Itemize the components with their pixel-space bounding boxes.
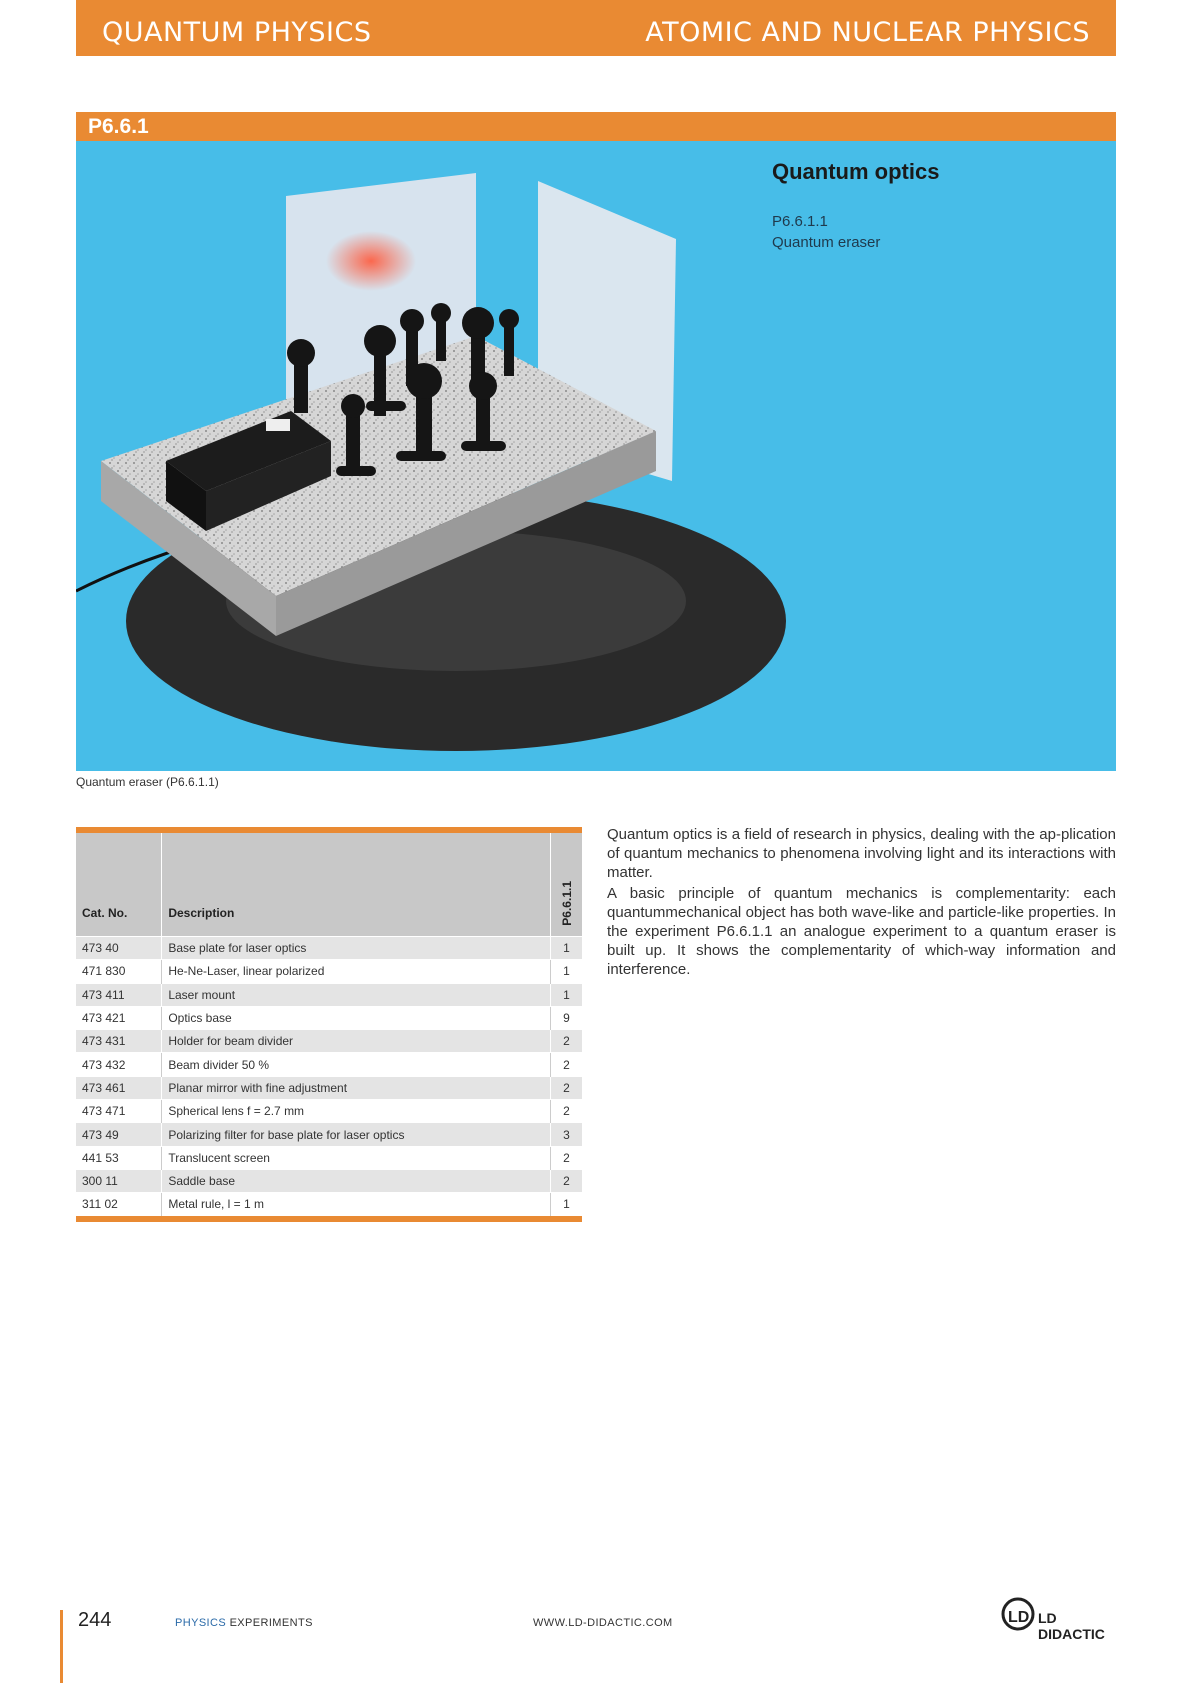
page-header-bar: [76, 0, 1116, 56]
description-cell: Spherical lens f = 2.7 mm: [162, 1100, 551, 1123]
cat-no-cell: 473 432: [76, 1053, 162, 1076]
description-cell: He-Ne-Laser, linear polarized: [162, 960, 551, 983]
table-row: [76, 1076, 582, 1099]
quantity-cell: 1: [550, 960, 582, 983]
description-cell: Optics base: [162, 1006, 551, 1029]
header-experiment: [550, 833, 582, 937]
quantity-cell: 2: [550, 1053, 582, 1076]
page-number: 244: [78, 1609, 112, 1631]
quantity-cell: 1: [550, 937, 582, 960]
table-bottom-rule: [76, 1216, 582, 1222]
cat-no-cell: 473 461: [76, 1076, 162, 1099]
equipment-table: [76, 827, 582, 1222]
table-row: [76, 1030, 582, 1053]
intro-paragraph-2: A basic principle of quantum mechanics is complementarity: each quantummechanical object has both wave-like and particle-like properties. In the experiment P6.6.1.1 an analogue experiment to a quantum eraser is built up. It shows the complementarity of which-way information and interference.: [607, 885, 1116, 978]
footer-url: WWW.LD-DIDACTIC.COM: [533, 1617, 673, 1629]
equipment-table-body: [76, 937, 582, 1216]
cat-no-cell: 473 431: [76, 1030, 162, 1053]
quantity-cell: 2: [550, 1030, 582, 1053]
quantity-cell: 2: [550, 1076, 582, 1099]
description-cell: Polarizing filter for base plate for laser optics: [162, 1123, 551, 1146]
experiment-illustration: [76, 141, 1116, 771]
table-row: [76, 1193, 582, 1216]
quantity-cell: 2: [550, 1100, 582, 1123]
photo-caption: Quantum eraser (P6.6.1.1): [76, 775, 219, 789]
table-row: [76, 1146, 582, 1169]
footer-brand: [175, 1617, 313, 1629]
logo-text: LD DIDACTIC: [1038, 1610, 1105, 1642]
description-cell: Base plate for laser optics: [162, 937, 551, 960]
quantity-cell: 1: [550, 1193, 582, 1216]
cat-no-cell: 441 53: [76, 1146, 162, 1169]
experiment-number: P6.6.1.1: [772, 213, 828, 230]
table-row: [76, 1169, 582, 1192]
cat-no-cell: 473 421: [76, 1006, 162, 1029]
svg-text:LD: LD: [1008, 1609, 1030, 1626]
description-cell: Metal rule, l = 1 m: [162, 1193, 551, 1216]
header-section-title: ATOMIC AND NUCLEAR PHYSICS: [645, 17, 1090, 48]
cat-no-cell: 471 830: [76, 960, 162, 983]
table-row: [76, 1123, 582, 1146]
header-cat-no: Cat. No.: [76, 833, 162, 937]
cat-no-cell: 473 411: [76, 983, 162, 1006]
description-cell: Translucent screen: [162, 1146, 551, 1169]
quantity-cell: 3: [550, 1123, 582, 1146]
experiment-photo: [76, 141, 1116, 771]
cat-no-cell: 473 471: [76, 1100, 162, 1123]
footer-accent-mark: [60, 1610, 63, 1683]
table-row: [76, 983, 582, 1006]
description-cell: Saddle base: [162, 1169, 551, 1192]
section-code-bar: [76, 112, 1116, 141]
description-cell: Holder for beam divider: [162, 1030, 551, 1053]
section-code: P6.6.1: [88, 115, 149, 138]
description-cell: Laser mount: [162, 983, 551, 1006]
quantity-cell: 2: [550, 1146, 582, 1169]
footer-brand-experiments: EXPERIMENTS: [229, 1617, 313, 1629]
table-row: [76, 1053, 582, 1076]
intro-paragraph-1: Quantum optics is a field of research in physics, dealing with the ap-plication of quantum mechanics to phenomena involving light and its interactions with matter.: [607, 826, 1116, 881]
ld-didactic-logo: [1000, 1594, 1120, 1642]
quantity-cell: 1: [550, 983, 582, 1006]
experiment-name: Quantum eraser: [772, 234, 881, 251]
footer-brand-physics: PHYSICS: [175, 1617, 227, 1629]
cat-no-cell: 311 02: [76, 1193, 162, 1216]
table-row: [76, 1006, 582, 1029]
quantity-cell: 9: [550, 1006, 582, 1029]
table-row: [76, 1100, 582, 1123]
table-row: [76, 937, 582, 960]
header-chapter-title: QUANTUM PHYSICS: [102, 17, 372, 48]
header-description: Description: [162, 833, 551, 937]
description-cell: Planar mirror with fine adjustment: [162, 1076, 551, 1099]
intro-text: [607, 825, 1116, 981]
description-cell: Beam divider 50 %: [162, 1053, 551, 1076]
table-row: [76, 960, 582, 983]
ld-logo-icon: [1000, 1594, 1040, 1634]
cat-no-cell: 300 11: [76, 1169, 162, 1192]
section-heading: Quantum optics: [772, 159, 940, 184]
cat-no-cell: 473 49: [76, 1123, 162, 1146]
quantity-cell: 2: [550, 1169, 582, 1192]
header-experiment-label: P6.6.1.1: [559, 881, 574, 926]
cat-no-cell: 473 40: [76, 937, 162, 960]
